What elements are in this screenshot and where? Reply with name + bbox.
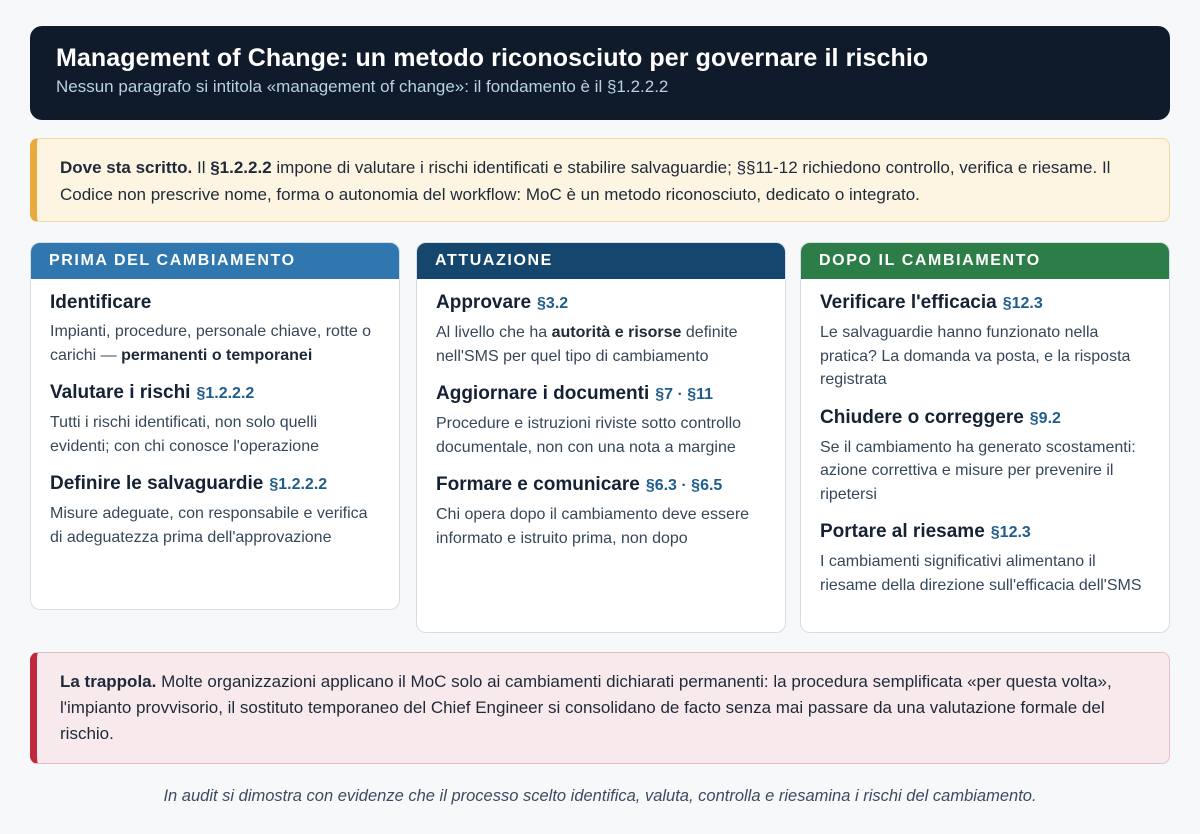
- step-management-review: [820, 520, 1151, 597]
- step-define-safeguards: [50, 472, 381, 549]
- step-title-wrap: [436, 291, 767, 316]
- step-reference: §12.3: [990, 524, 1031, 541]
- where-written-note: [30, 138, 1170, 222]
- step-description: Se il cambiamento ha generato scostamenti: azione correttiva e misure per prevenire il ripetersi: [820, 438, 1136, 503]
- step-title: Aggiornare i documenti: [436, 383, 650, 404]
- step-reference: §1.2.2.2: [269, 476, 328, 493]
- footer-note: In audit si dimostra con evidenze che il processo scelto identifica, valuta, controlla e riesamina i rischi del cambiamento.: [163, 787, 1037, 805]
- step-title-wrap: [50, 472, 381, 497]
- trap-text: Molte organizzazioni applicano il MoC solo ai cambiamenti dichiarati permanenti: la procedura semplificata «per questa volta», l'impianto provvisorio, il sostituto temporaneo del Chief Engineer si consolidano de facto senza mai passare da una valutazione formale del rischio.: [60, 672, 1112, 743]
- step-title: Portare al riesame: [820, 521, 985, 542]
- step-text-2: definite nell'SMS per quel tipo di cambiamento: [436, 324, 738, 365]
- step-title: Identificare: [50, 292, 152, 313]
- note-text-1: Il: [192, 158, 211, 177]
- step-title-wrap: [50, 291, 381, 315]
- step-description: Misure adeguate, con responsabile e verifica di adeguatezza prima dell'approvazione: [50, 505, 368, 546]
- step-title: Valutare i rischi: [50, 382, 191, 403]
- step-title-wrap: [436, 473, 767, 498]
- page-subtitle: Nessun paragrafo si intitola «management of change»: il fondamento è il §1.2.2.2: [56, 77, 669, 96]
- step-description: Chi opera dopo il cambiamento deve essere informato e istruito prima, non dopo: [436, 506, 750, 547]
- step-reference: §9.2: [1029, 409, 1061, 427]
- step-text: Al livello che ha: [436, 324, 552, 341]
- note-lead: Dove sta scritto.: [60, 158, 193, 177]
- step-update-documents: [436, 382, 767, 459]
- step-title-wrap: [436, 382, 767, 407]
- step-title-wrap: [820, 291, 1151, 316]
- step-description: I cambiamenti significativi alimentano il riesame della direzione sull'efficacia dell'SMS: [820, 553, 1142, 594]
- step-text-bold: autorità e risorse: [551, 324, 682, 341]
- step-reference: §12.3: [1002, 295, 1043, 312]
- step-description: Le salvaguardie hanno funzionato nella pratica? La domanda va posta, e la risposta registrata: [820, 324, 1131, 388]
- step-verify-effectiveness: [820, 291, 1151, 392]
- step-reference: §1.2.2.2: [196, 385, 255, 402]
- step-assess-risks: [50, 381, 381, 458]
- step-description: Procedure e istruzioni riviste sotto controllo documentale, non con una nota a margine: [436, 415, 742, 456]
- step-train-communicate: [436, 473, 767, 550]
- step-reference: §7 · §11: [655, 386, 714, 403]
- step-reference: §3.2: [537, 295, 569, 312]
- column-header-before: PRIMA DEL CAMBIAMENTO: [31, 243, 399, 279]
- step-title-wrap: [820, 520, 1151, 545]
- step-description: Tutti i rischi identificati, non solo quelli evidenti; con chi conosce l'operazione: [50, 414, 319, 455]
- step-text-bold: permanenti o temporanei: [121, 346, 313, 364]
- note-text-2: impone di valutare i rischi identificati e stabilire salvaguardie; §§11-12 richiedono controllo, verifica e riesame. Il Codice non prescrive nome, forma o autonomia del workflow: MoC è un metodo riconosciuto, dedicato o integrato.: [60, 158, 1111, 204]
- step-reference: §6.3 · §6.5: [645, 477, 723, 494]
- note-ref: §1.2.2.2: [210, 158, 272, 177]
- step-description: [436, 321, 767, 368]
- column-before: [30, 242, 400, 610]
- trap-warning-note: [30, 652, 1170, 764]
- column-implementation: [416, 242, 786, 633]
- step-title-wrap: [50, 381, 381, 406]
- step-title: Formare e comunicare: [436, 474, 640, 495]
- step-description: [50, 320, 381, 367]
- step-title-wrap: [820, 406, 1151, 431]
- column-header-after: DOPO IL CAMBIAMENTO: [801, 243, 1169, 279]
- column-header-implementation: ATTUAZIONE: [417, 243, 785, 279]
- step-title: Chiudere o correggere: [820, 406, 1024, 428]
- trap-lead: La trappola.: [60, 672, 157, 691]
- step-title: Definire le salvaguardie: [50, 473, 264, 494]
- step-text: Impianti, procedure, personale chiave, rotte o carichi —: [50, 323, 372, 364]
- step-title: Verificare l'efficacia: [820, 292, 997, 313]
- title-banner: [30, 26, 1170, 120]
- step-close-or-correct: [820, 406, 1151, 507]
- column-after: [800, 242, 1170, 633]
- step-approve: [436, 291, 767, 368]
- step-title: Approvare: [436, 292, 532, 313]
- page-title: Management of Change: un metodo riconosciuto per governare il rischio: [56, 44, 929, 72]
- step-identify: [50, 291, 381, 367]
